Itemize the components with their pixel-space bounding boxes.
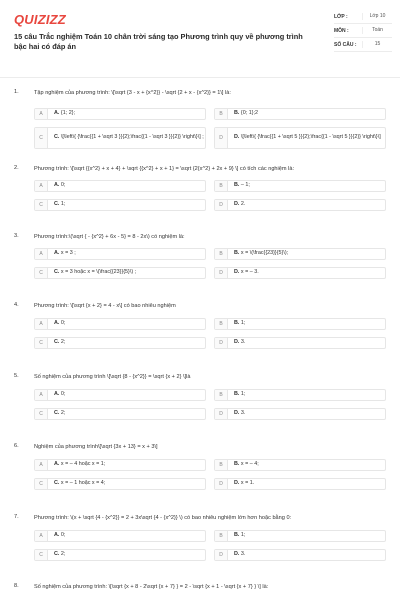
question-text: Phương trình: \[\sqrt {x + 2} = 4 - x\] có bao nhiêu nghiệm [34, 303, 176, 309]
option-d[interactable] [214, 478, 386, 490]
option-letter-prefix: A. [54, 532, 60, 539]
question-text: Phương trình: \(x + \sqrt {4 - {x^2}} = 2 + 3x\sqrt {4 - {x^2}} \) có bao nhiêu nghiệm lớn hơn hoặc bằng 0: [34, 515, 292, 521]
option-letter: B [215, 109, 228, 119]
option-letter: C [35, 338, 48, 348]
option-letter-prefix: C. [54, 134, 60, 141]
worksheet-header [0, 0, 400, 72]
option-text: {0; 1};2 [240, 110, 258, 117]
option-letter: C [35, 409, 48, 419]
question-number: 8. [14, 583, 19, 589]
option-text: 0; [60, 320, 66, 327]
option-b[interactable] [214, 180, 386, 192]
meta-subject-label: MÔN : [334, 28, 349, 34]
option-letter-prefix: B. [234, 250, 240, 257]
question-text: Phương trình: \[\sqrt {{x^2} + x + 4} + \sqrt {{x^2} + x + 1} = \sqrt {2{x^2} + 2x + 9} \] có tích các nghiệm là: [34, 166, 295, 172]
option-text: 1; [60, 201, 66, 208]
option-a[interactable] [34, 108, 206, 120]
option-letter: A [35, 249, 48, 259]
option-letter: A [35, 460, 48, 470]
question-number: 1. [14, 89, 19, 95]
option-letter-prefix: C. [54, 339, 60, 346]
option-letter-prefix: B. [234, 320, 240, 327]
option-letter-prefix: D. [234, 134, 240, 141]
option-d[interactable] [214, 267, 386, 279]
option-letter: D [215, 128, 228, 148]
option-a[interactable] [34, 389, 206, 401]
option-letter: A [35, 531, 48, 541]
option-letter-prefix: A. [54, 461, 60, 468]
option-letter: A [35, 390, 48, 400]
option-letter: D [215, 550, 228, 560]
option-letter-prefix: C. [54, 551, 60, 558]
option-c[interactable] [34, 199, 206, 211]
option-text: 1; [240, 532, 246, 539]
option-text: 1; [240, 320, 246, 327]
question-number: 7. [14, 514, 19, 520]
option-text: 0; [60, 182, 66, 189]
option-letter-prefix: A. [54, 320, 60, 327]
option-letter-prefix: B. [234, 461, 240, 468]
option-letter: D [215, 479, 228, 489]
worksheet-meta [334, 10, 392, 52]
option-c[interactable] [34, 408, 206, 420]
option-text: x = – 1 hoặc x = 4; [60, 480, 106, 487]
header-divider [0, 77, 400, 78]
option-c[interactable] [34, 478, 206, 490]
option-c[interactable] [34, 267, 206, 279]
option-a[interactable] [34, 530, 206, 542]
option-letter: C [35, 200, 48, 210]
option-b[interactable] [214, 318, 386, 330]
option-letter: A [35, 181, 48, 191]
option-a[interactable] [34, 459, 206, 471]
option-letter-prefix: B. [234, 182, 240, 189]
option-letter: C [35, 128, 48, 148]
option-b[interactable] [214, 530, 386, 542]
option-text: 0; [60, 391, 66, 398]
question-number: 3. [14, 233, 19, 239]
option-letter-prefix: A. [54, 391, 60, 398]
option-b[interactable] [214, 248, 386, 260]
option-a[interactable] [34, 318, 206, 330]
question-text: Số nghiệm của phương trình: \[\sqrt {x + 8 - 2\sqrt {x + 7} } = 2 - \sqrt {x + 1 - \sqrt {x + 7} } \] là: [34, 584, 269, 590]
option-letter: D [215, 268, 228, 278]
option-letter-prefix: D. [234, 410, 240, 417]
option-c[interactable] [34, 549, 206, 561]
option-letter-prefix: D. [234, 269, 240, 276]
option-text: – 1; [240, 182, 250, 189]
meta-count-label: SỐ CÂU : [334, 42, 357, 48]
option-letter-prefix: C. [54, 480, 60, 487]
quizizz-logo: QUIZIZZ [14, 12, 66, 27]
option-text: \[\left\{ {\frac{{1 + \sqrt 5 }}{2};\frac{{1 - \sqrt 5 }}{2}} \right\}\] [240, 134, 381, 141]
option-c[interactable] [34, 127, 206, 149]
option-text: x = \(\frac{{23}}{5}\); [240, 250, 289, 257]
option-text: x = 3 ; [60, 250, 76, 257]
option-text: 1; [240, 391, 246, 398]
option-text: {1; 2}; [60, 110, 75, 117]
option-letter-prefix: D. [234, 339, 240, 346]
option-b[interactable] [214, 459, 386, 471]
option-letter-prefix: C. [54, 410, 60, 417]
option-text: \[\left\{ {\frac{{1 + \sqrt 3 }}{2};\frac{{1 - \sqrt 3 }}{2}} \right\}\] ; [60, 134, 204, 141]
meta-count-value: 15 [362, 41, 392, 48]
option-text: 2; [60, 410, 66, 417]
option-letter: C [35, 268, 48, 278]
option-letter: A [35, 319, 48, 329]
option-letter-prefix: A. [54, 250, 60, 257]
meta-count [334, 38, 392, 52]
option-text: x = 1. [240, 480, 255, 487]
option-text: 3. [240, 551, 246, 558]
question-text: Số nghiệm của phương trình \[\sqrt {8 - {x^2}} = \sqrt {x + 2} \]là [34, 374, 191, 380]
option-d[interactable] [214, 337, 386, 349]
question-text: Tập nghiệm của phương trình: \[\sqrt {3 - x + {x^2}} - \sqrt {2 + x - {x^2}} = 1\] là: [34, 90, 231, 96]
question-number: 5. [14, 373, 19, 379]
worksheet-title: 15 câu Trắc nghiệm Toán 10 chân trời sáng tạo Phương trình quy về phương trình bậc hai có đáp án [14, 32, 303, 51]
option-letter: C [35, 479, 48, 489]
option-text: x = – 4; [240, 461, 259, 468]
option-letter: D [215, 200, 228, 210]
option-b[interactable] [214, 108, 386, 120]
option-a[interactable] [34, 180, 206, 192]
option-letter: A [35, 109, 48, 119]
option-letter-prefix: C. [54, 269, 60, 276]
option-letter: B [215, 531, 228, 541]
option-letter: B [215, 460, 228, 470]
option-letter-prefix: D. [234, 551, 240, 558]
option-text: 2; [60, 551, 66, 558]
option-letter: C [35, 550, 48, 560]
question-number: 4. [14, 302, 19, 308]
option-d[interactable] [214, 549, 386, 561]
option-letter: B [215, 390, 228, 400]
meta-class [334, 10, 392, 24]
option-letter: B [215, 249, 228, 259]
option-text: 3. [240, 339, 246, 346]
option-d[interactable] [214, 408, 386, 420]
option-d[interactable] [214, 199, 386, 211]
option-b[interactable] [214, 389, 386, 401]
meta-class-value: Lớp 10 [362, 13, 392, 20]
option-letter-prefix: B. [234, 110, 240, 117]
question-number: 2. [14, 165, 19, 171]
option-text: x = – 3. [240, 269, 259, 276]
meta-class-label: LỚP : [334, 14, 348, 20]
option-text: 2; [60, 339, 66, 346]
option-letter-prefix: A. [54, 110, 60, 117]
option-text: 0; [60, 532, 66, 539]
option-c[interactable] [34, 337, 206, 349]
question-number: 6. [14, 443, 19, 449]
option-letter-prefix: B. [234, 391, 240, 398]
option-text: 2. [240, 201, 246, 208]
option-letter: D [215, 409, 228, 419]
option-letter: B [215, 181, 228, 191]
option-text: x = – 4 hoặc x = 1; [60, 461, 106, 468]
option-letter-prefix: D. [234, 201, 240, 208]
option-text: 3. [240, 410, 246, 417]
option-letter: D [215, 338, 228, 348]
question-text: Phương trình:\(\sqrt { - {x^2} + 6x - 5} = 8 - 2x\) có nghiệm là: [34, 234, 185, 240]
option-letter-prefix: A. [54, 182, 60, 189]
option-letter-prefix: D. [234, 480, 240, 487]
option-letter-prefix: C. [54, 201, 60, 208]
meta-subject [334, 24, 392, 38]
option-letter: B [215, 319, 228, 329]
option-text: x = 3 hoặc x = \(\frac{{23}}{5}\) ; [60, 269, 137, 276]
meta-subject-value: Toán [362, 27, 392, 34]
question-text: Nghiệm của phương trình\[\sqrt {3x + 13} = x + 3\] [34, 444, 158, 450]
option-letter-prefix: B. [234, 532, 240, 539]
option-d[interactable] [214, 127, 386, 149]
option-a[interactable] [34, 248, 206, 260]
